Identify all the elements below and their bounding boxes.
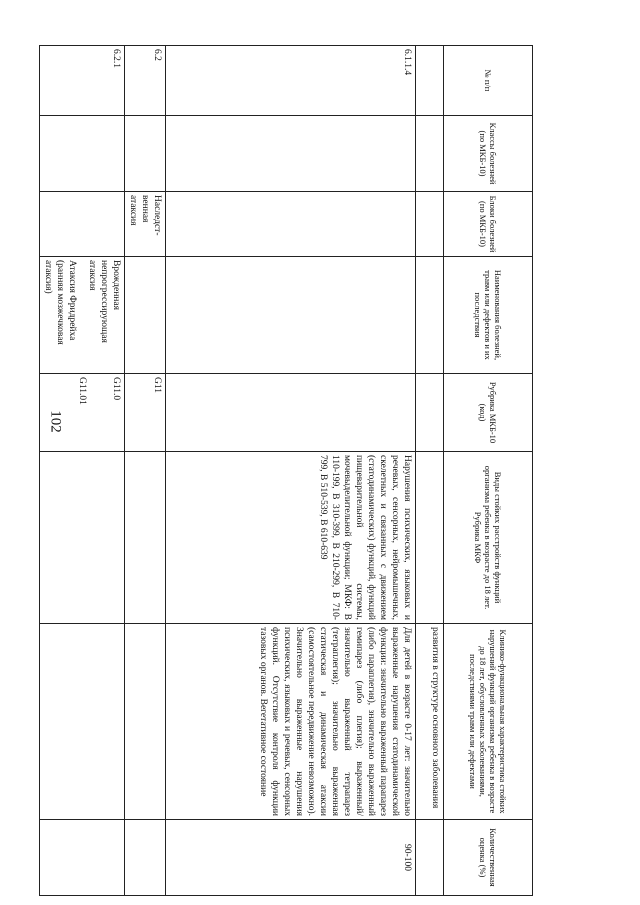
cell-num: 6.2 [125,46,166,116]
icd-code-1: G11.0 [111,377,121,401]
cell-empty [416,374,444,452]
cell-icd [40,374,125,452]
header-blocks: Блоки болезней (по МКБ-10) [444,192,533,257]
table-row-continuation [416,46,444,896]
cell-quant: 90-100 [166,820,416,896]
cell-empty [166,116,416,192]
cell-characteristic-continued: развития в структуре основного заболевания [416,624,444,820]
cell-characteristic: Для детей в возрасте 0-17 лет: значительно выраженные нарушения статодинамической функции: значительно выраженный парапарез (либо параплегия), значительно выраженный гемипарез (либо плегия); выраженный/значительно выраженный тетрапарез (тетраплегия); значительно выраженная статическая и динамическая атаксии (самостоятельное передвижение невозможно). Значительно выраженные нарушения психических, языковых и речевых, сенсорных функций. Отсутствие контроля функции тазовых органов. Вегетативное состояние [166,624,416,820]
table-row-6-1-1-4 [166,46,416,896]
cell-empty [166,192,416,257]
icd-code-2: G11.01 [77,377,87,405]
cell-empty [416,820,444,896]
cell-empty [125,452,166,624]
header-icd: Рубрика МКБ-10 (код) [444,374,533,452]
header-row [444,46,533,896]
cell-empty [166,257,416,374]
cell-num: 6.1.1.4 [166,46,416,116]
cell-empty [416,452,444,624]
table-row-6-2-1 [40,46,125,896]
disease-table [39,45,533,896]
header-num: № п/п [444,46,533,116]
cell-empty [416,257,444,374]
header-types: Виды стойких расстройств функций организма ребенка в возрасте до 18 лет. Рубрика МКФ [444,452,533,624]
header-characteristic: Клинико-функциональная характеристика стойких нарушений функций организма ребенка в возрасте до 18 лет, обусловленных заболеваниями, последствиями травм или дефектами [444,624,533,820]
disease-name-2: Атаксия Фридрейха (ранняя мозжечковая атаксия) [43,260,77,345]
cell-empty [125,624,166,820]
header-quant: Количественная оценка (%) [444,820,533,896]
cell-empty [40,116,125,192]
header-names: Наименования болезней, травм или дефектов и их последствия [444,257,533,374]
cell-empty [40,624,125,820]
table-row-6-2 [125,46,166,896]
cell-empty [40,192,125,257]
page-number: 102 [47,410,64,433]
cell-empty [125,257,166,374]
cell-icd: G11 [125,374,166,452]
cell-names [40,257,125,374]
cell-types: Нарушения психических, языковых и речевых, сенсорных, нейромышечных, скелетных и связанных с движением (статодинамических) функций, функций пищеварительной системы, мочевыделительной функции; МКФ: В 110-199, В 310-399, В 210-299, В 710-799, В 510-539, В 610-639 [166,452,416,624]
cell-empty [125,116,166,192]
disease-name-1: Врожденная непрогрессирующая атаксия [87,260,121,343]
rotated-page-content [43,45,533,895]
cell-empty [416,46,444,116]
cell-empty [40,820,125,896]
cell-num: 6.2.1 [40,46,125,116]
cell-empty [416,192,444,257]
cell-empty [166,374,416,452]
cell-empty [40,452,125,624]
cell-empty [125,820,166,896]
header-classes: Классы болезней (по МКБ-10) [444,116,533,192]
cell-empty [416,116,444,192]
cell-blocks: Наследст-венная атаксия [125,192,166,257]
